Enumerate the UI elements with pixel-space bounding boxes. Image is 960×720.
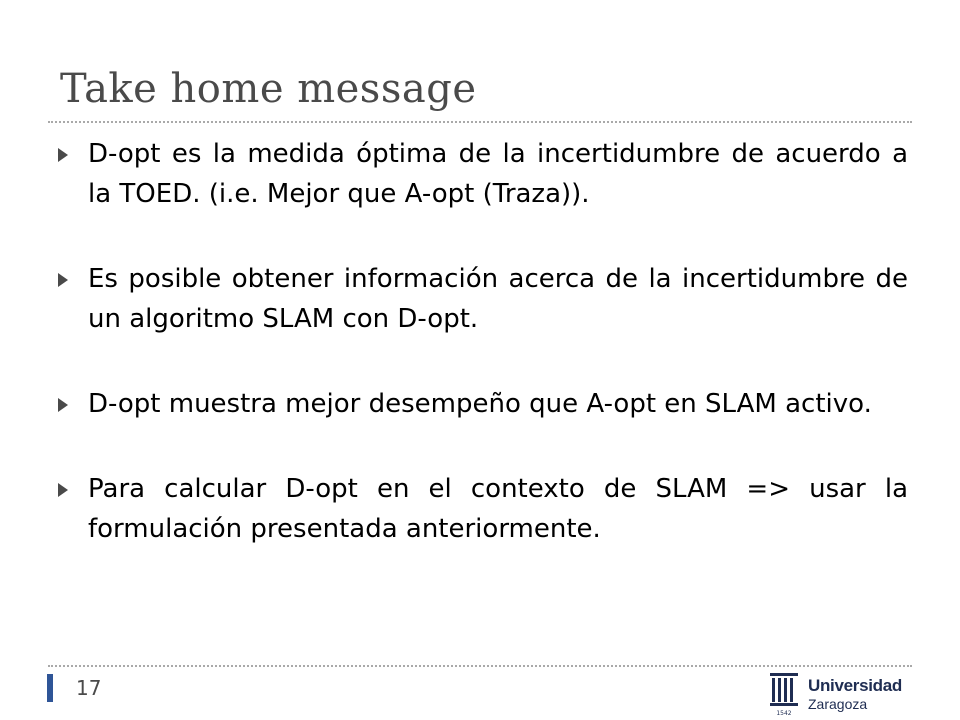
page-number: 17: [76, 676, 102, 700]
bullet-arrow-icon: [58, 398, 68, 412]
university-crest-icon: [768, 671, 800, 717]
bullet-arrow-icon: [58, 483, 68, 497]
bullet-text: D-opt es la medida óptima de la incertidumbre de acuerdo a la TOED. (i.e. Mejor que A-opt (Traza)).: [88, 139, 908, 209]
bullet-list: [56, 134, 908, 549]
title-divider: [48, 121, 912, 123]
bullet-item: [56, 134, 908, 214]
logo-year: 1542: [776, 710, 792, 717]
logo-line1: Universidad: [808, 676, 903, 695]
bullet-item: [56, 259, 908, 339]
logo-line2: Zaragoza: [808, 696, 868, 712]
bullet-item: [56, 384, 908, 424]
footer-divider: [48, 665, 912, 667]
footer-accent-bar: [47, 674, 53, 702]
bullet-text: D-opt muestra mejor desempeño que A-opt en SLAM activo.: [88, 389, 872, 419]
slide-title: Take home message: [60, 66, 477, 112]
bullet-item: [56, 469, 908, 549]
bullet-text: Es posible obtener información acerca de la incertidumbre de un algoritmo SLAM con D-opt.: [88, 264, 908, 334]
university-logo: [768, 671, 908, 717]
bullet-arrow-icon: [58, 273, 68, 287]
bullet-arrow-icon: [58, 148, 68, 162]
bullet-text: Para calcular D-opt en el contexto de SLAM => usar la formulación presentada anteriormente.: [88, 474, 908, 544]
